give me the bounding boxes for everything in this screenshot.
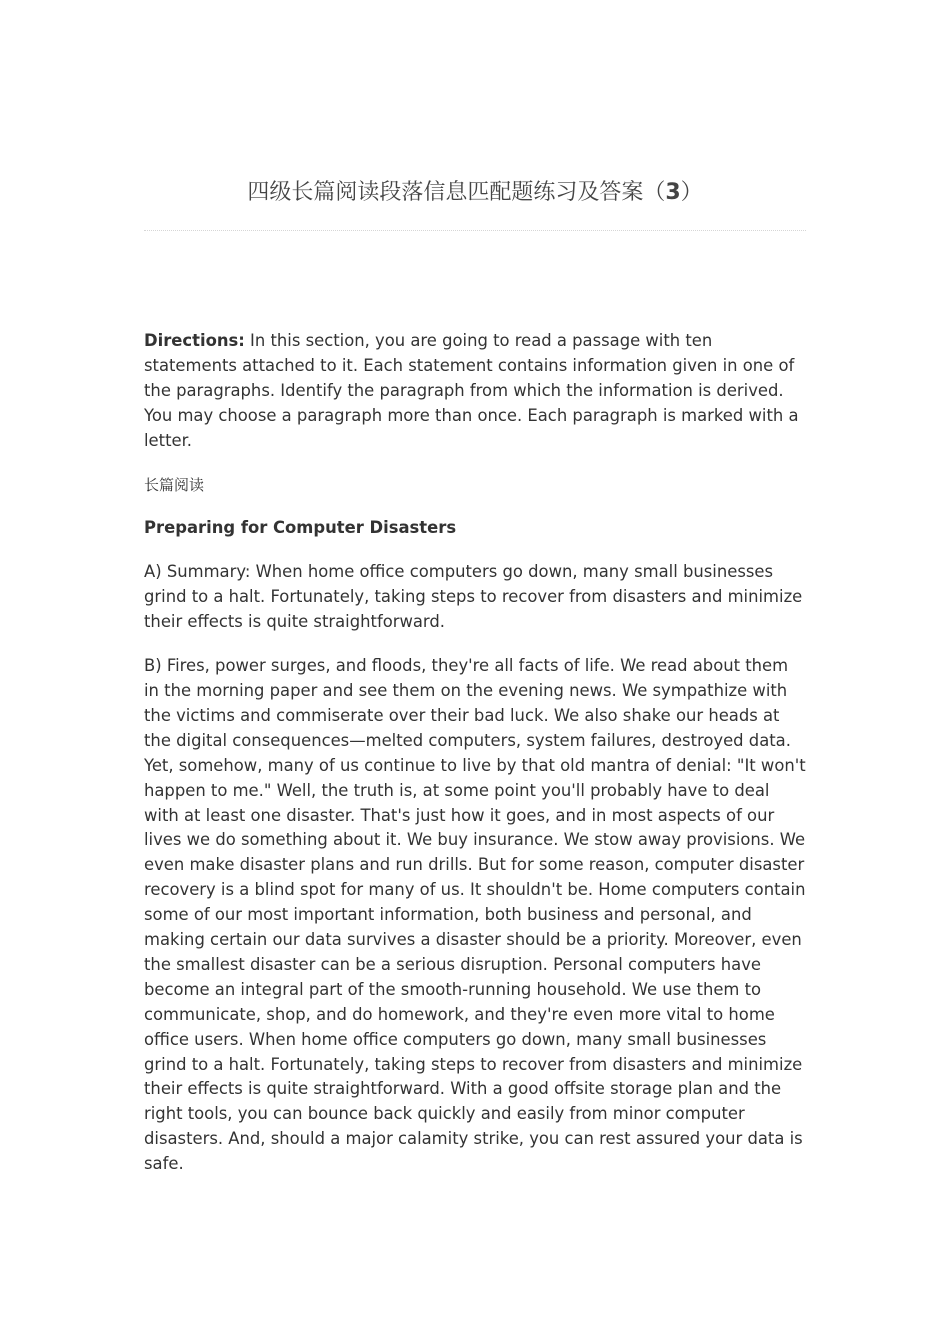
page-title-text: 四级长篇阅读段落信息匹配题练习及答案（ (247, 180, 666, 205)
directions-label: Directions: (144, 331, 245, 350)
document-body (144, 329, 806, 1196)
page-title-number: 3 (665, 180, 681, 205)
paragraph-a: A) Summary: When home office computers go down, many small businesses grind to a halt. Fortunately, taking steps to recover from disasters and minimize their effects is quite straightforward. (144, 562, 803, 632)
article-heading: Preparing for Computer Disasters (144, 518, 457, 538)
page-title-close: ） (680, 180, 703, 205)
section-label: 长篇阅读 (144, 475, 205, 494)
directions-text: In this section, you are going to read a passage with ten statements attached to it. Each statement contains information given in one of the paragraphs. Identify the paragraph from which the information is derived. You may choose a paragraph more than once. Each paragraph is marked with a letter. (144, 331, 799, 450)
paragraph-b: B) Fires, power surges, and floods, they're all facts of life. We read about them in the morning paper and see them on the evening news. We sympathize with the victims and commiserate over their bad luck. We also shake our heads at the digital consequences—melted computers, system failures, destroyed data. Yet, somehow, many of us continue to live by that old mantra of denial: "It won't happen to me." Well, the truth is, at some point you'll probably have to deal with at least one disaster. That's just how it goes, and in most aspects of our lives we do something about it. We buy insurance. We stow away provisions. We even make disaster plans and run drills. But for some reason, computer disaster recovery is a blind spot for many of us. It shouldn't be. Home computers contain some of our most important information, both business and personal, and making certain our data survives a disaster should be a priority. Moreover, even the smallest disaster can be a serious disruption. Personal computers have become an integral part of the smooth-running household. We use them to communicate, shop, and do homework, and they're even more vital to home office users. When home office computers go down, many small businesses grind to a halt. Fortunately, taking steps to recover from disasters and minimize their effects is quite straightforward. With a good offsite storage plan and the right tools, you can bounce back quickly and easily from minor computer disasters. And, should a major calamity strike, you can rest assured your data is safe. (144, 656, 806, 1174)
page-title (144, 176, 806, 210)
directions-paragraph (144, 329, 806, 454)
title-divider (144, 230, 806, 231)
